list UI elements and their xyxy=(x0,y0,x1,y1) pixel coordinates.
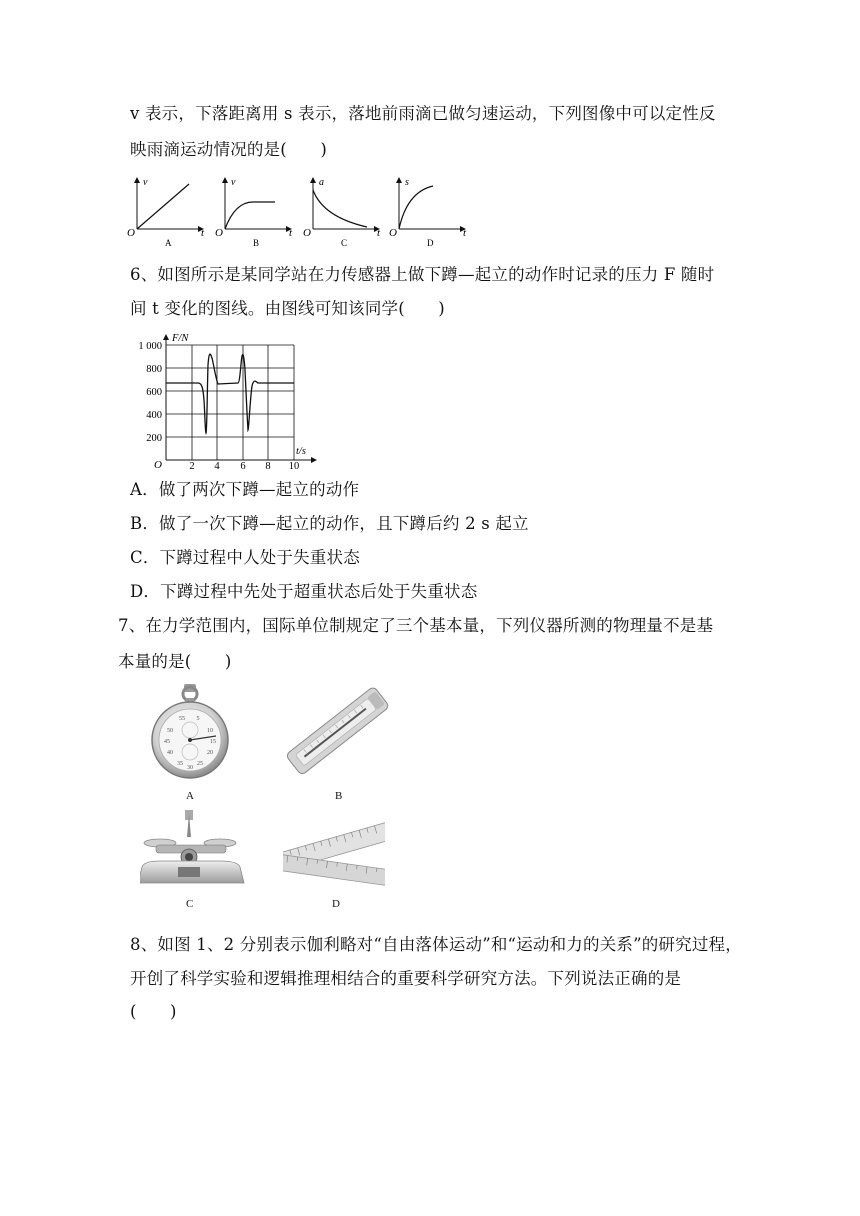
graph-a-curve xyxy=(137,184,189,229)
graph-c-ylabel: a xyxy=(319,177,324,188)
q6-force-chart xyxy=(128,330,328,470)
graph-b-xlabel: t xyxy=(289,227,293,239)
spring-scale-image xyxy=(283,683,393,783)
stopwatch-num-30: 30 xyxy=(187,765,193,771)
q8-text-line-3: ( ) xyxy=(130,1002,177,1021)
q7-caption-c: C xyxy=(186,898,194,910)
stopwatch-num-55: 55 xyxy=(179,716,185,722)
balance-scale-image xyxy=(140,805,248,890)
q7-text-line-1: 7、在力学范围内，国际单位制规定了三个基本量，下列仪器所测的物理量不是基 xyxy=(118,616,714,635)
stopwatch-image xyxy=(146,680,236,785)
graph-b-origin: O xyxy=(215,227,223,239)
stopwatch-num-15: 15 xyxy=(210,739,216,745)
q5-graphs xyxy=(125,172,470,252)
ytick-800: 800 xyxy=(146,364,162,375)
graph-d-caption: D xyxy=(427,238,434,248)
graph-b-curve xyxy=(225,202,275,229)
stopwatch-num-45: 45 xyxy=(164,739,170,745)
xtick-2: 2 xyxy=(189,461,195,470)
q6-option-d: D．下蹲过程中先处于超重状态后处于失重状态 xyxy=(130,582,478,601)
q6-text-line-2: 间 t 变化的图线。由图线可知该同学( ) xyxy=(130,299,445,318)
graph-a xyxy=(127,177,205,248)
ruler-image xyxy=(283,820,385,890)
xtick-10: 10 xyxy=(288,461,300,470)
xtick-4: 4 xyxy=(214,461,220,470)
q6-option-a: A．做了两次下蹲—起立的动作 xyxy=(130,480,360,499)
graph-c-origin: O xyxy=(303,227,311,239)
graph-a-xlabel: t xyxy=(201,227,205,239)
q8-text-line-2: 开创了科学实验和逻辑推理相结合的重要科学研究方法。下列说法正确的是 xyxy=(130,969,682,988)
graph-d-xlabel: t xyxy=(463,227,467,239)
xtick-8: 8 xyxy=(265,461,271,470)
q7-caption-a: A xyxy=(186,790,194,802)
graph-c xyxy=(303,177,381,248)
stopwatch-num-40: 40 xyxy=(167,750,173,756)
stopwatch-num-25: 25 xyxy=(197,761,203,767)
q5-text-line-1: v 表示，下落距离用 s 表示，落地前雨滴已做匀速运动，下列图像中可以定性反 xyxy=(130,104,716,123)
graph-b-ylabel: v xyxy=(231,177,236,188)
q7-text-line-2: 本量的是( ) xyxy=(118,652,232,671)
ytick-400: 400 xyxy=(146,410,162,421)
graph-d xyxy=(389,177,467,248)
graph-d-curve xyxy=(399,186,433,229)
stopwatch-num-20: 20 xyxy=(207,750,213,756)
graph-d-origin: O xyxy=(389,227,397,239)
q7-caption-b: B xyxy=(335,790,343,802)
graph-a-ylabel: v xyxy=(143,177,148,188)
graph-b xyxy=(215,177,293,248)
graph-a-origin: O xyxy=(127,227,135,239)
stopwatch-num-50: 50 xyxy=(167,728,173,734)
force-curve xyxy=(166,354,294,433)
graph-a-caption: A xyxy=(165,238,172,248)
chart-ylabel: F/N xyxy=(172,333,189,344)
chart-origin: O xyxy=(154,459,162,470)
graph-d-ylabel: s xyxy=(405,177,409,188)
q5-text-line-2: 映雨滴运动情况的是( ) xyxy=(130,140,327,159)
q6-option-b: B．做了一次下蹲—起立的动作，且下蹲后约 2 s 起立 xyxy=(130,514,529,533)
graph-c-caption: C xyxy=(341,238,348,248)
ytick-1000: 1 000 xyxy=(138,341,162,352)
q7-caption-d: D xyxy=(332,898,340,910)
chart-grid xyxy=(166,345,294,460)
ytick-200: 200 xyxy=(146,433,162,444)
q6-option-c: C．下蹲过程中人处于失重状态 xyxy=(130,548,360,567)
graph-c-xlabel: t xyxy=(377,227,381,239)
ytick-600: 600 xyxy=(146,387,162,398)
graph-b-caption: B xyxy=(253,238,260,248)
q8-text-line-1: 8、如图 1、2 分别表示伽利略对“自由落体运动”和“运动和力的关系”的研究过程， xyxy=(130,935,742,954)
stopwatch-num-35: 35 xyxy=(177,761,183,767)
stopwatch-num-5: 5 xyxy=(196,716,200,722)
stopwatch-num-10: 10 xyxy=(207,728,213,734)
q6-text-line-1: 6、如图所示是某同学站在力传感器上做下蹲—起立的动作时记录的压力 F 随时 xyxy=(130,265,715,284)
xtick-6: 6 xyxy=(240,461,246,470)
chart-xlabel: t/s xyxy=(296,446,306,457)
graph-c-curve xyxy=(313,190,367,227)
